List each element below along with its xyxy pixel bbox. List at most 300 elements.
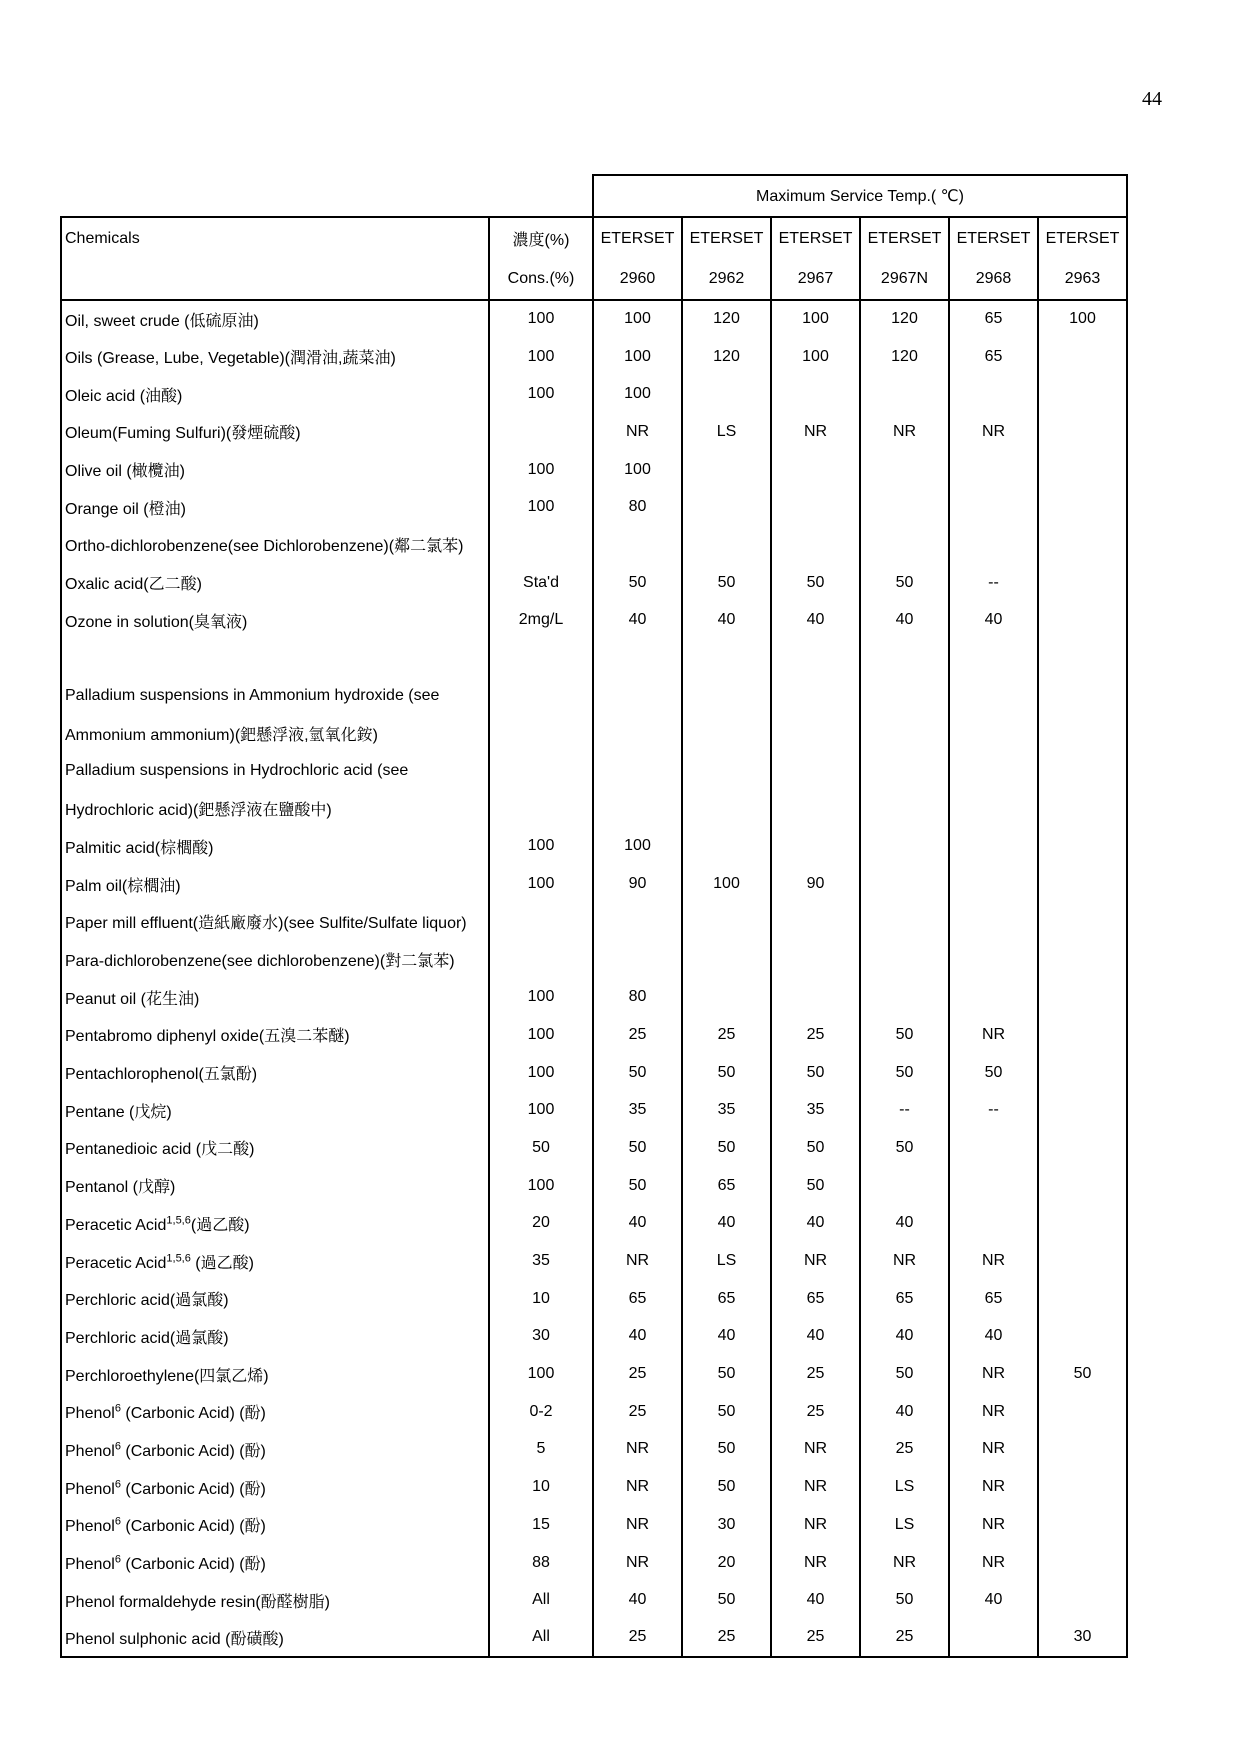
concentration-cell: All [489,1619,593,1657]
chemical-name [61,1581,489,1619]
table-row [61,903,1127,941]
concentration-cell: All [489,1581,593,1619]
chemical-name [61,790,489,828]
chemical-name-text: Phenol [65,1405,115,1423]
chemical-name [61,1619,489,1657]
temp-value-cell: NR [771,413,860,451]
temp-value-cell [949,865,1038,903]
chemical-name-text: Oxalic acid(乙二酸) [65,576,202,594]
chemical-name [61,451,489,489]
table-row [61,488,1127,526]
temp-value-cell: 65 [682,1167,771,1205]
temp-value-cell [949,526,1038,564]
concentration-cell: 2mg/L [489,602,593,640]
temp-value-cell: NR [949,1431,1038,1469]
concentration-cell [489,677,593,715]
chemical-name [61,941,489,979]
model-header: 2967N [860,259,949,300]
temp-value-cell [593,941,682,979]
temp-value-cell: 100 [593,375,682,413]
table-row [61,941,1127,979]
chemicals-header: Chemicals [61,217,489,259]
table-row [61,1581,1127,1619]
temp-value-cell: 100 [1038,300,1127,338]
chemical-name [61,828,489,866]
temp-value-cell [1038,488,1127,526]
temp-value-cell [1038,1242,1127,1280]
temp-value-cell: 30 [1038,1619,1127,1657]
concentration-cell [489,413,593,451]
footnote-ref: 6 [114,1515,121,1528]
temp-value-cell [1038,978,1127,1016]
temp-value-cell [771,941,860,979]
chemical-name [61,865,489,903]
temp-value-cell [1038,451,1127,489]
chemical-name-text: Peanut oil (花生油) [65,990,200,1008]
chemical-name-text: Phenol [65,1480,115,1498]
concentration-cell: 100 [489,1091,593,1129]
concentration-cell: 100 [489,1054,593,1092]
chemical-name-text: Pentane (戊烷) [65,1103,172,1121]
temp-value-cell [771,903,860,941]
chemical-name-text: Pentabromo diphenyl oxide(五溴二苯醚) [65,1028,350,1046]
chemical-name [61,1431,489,1469]
table-row [61,526,1127,564]
temp-value-cell: 25 [593,1393,682,1431]
temp-value-cell: 40 [771,1581,860,1619]
temp-value-cell: 50 [860,564,949,602]
temp-value-cell [593,790,682,828]
chemical-name-text: Perchloric acid(過氯酸) [65,1329,229,1347]
table-row [61,1280,1127,1318]
table-row [61,1242,1127,1280]
temp-value-cell [860,790,949,828]
concentration-cell: 0-2 [489,1393,593,1431]
temp-value-cell [1038,1318,1127,1356]
chemical-name-text: Phenol [65,1442,115,1460]
temp-value-cell: 20 [682,1544,771,1582]
table-row [61,413,1127,451]
temp-value-cell: 50 [860,1129,949,1167]
temp-value-cell: NR [949,1393,1038,1431]
table-row [61,865,1127,903]
temp-value-cell [771,677,860,715]
concentration-cell: 100 [489,1167,593,1205]
temp-value-cell: -- [949,564,1038,602]
page-number: 44 [1142,88,1162,110]
temp-value-cell: 100 [593,338,682,376]
temp-value-cell: NR [593,1431,682,1469]
temp-value-cell [949,488,1038,526]
concentration-cell: 30 [489,1318,593,1356]
table-row [61,375,1127,413]
temp-value-cell [593,677,682,715]
temp-value-cell: 80 [593,978,682,1016]
concentration-cell: 100 [489,488,593,526]
temp-value-cell [949,903,1038,941]
temp-value-cell: 50 [1038,1355,1127,1393]
temp-value-cell [682,903,771,941]
temp-value-cell: 25 [593,1619,682,1657]
temp-value-cell: 40 [771,1318,860,1356]
table-row [61,451,1127,489]
temp-value-cell: 65 [682,1280,771,1318]
temp-value-cell [949,828,1038,866]
temp-value-cell [593,715,682,753]
temp-value-cell [949,715,1038,753]
brand-header: ETERSET [1038,217,1127,259]
temp-value-cell [949,451,1038,489]
temp-value-cell: 120 [682,338,771,376]
footnote-ref: 6 [114,1553,121,1566]
temp-value-cell [593,639,682,677]
model-header: 2963 [1038,259,1127,300]
chemical-name-text: Ortho-dichlorobenzene(see Dichlorobenzene)(鄰二氯苯) [65,538,464,556]
temp-value-cell [1038,1129,1127,1167]
temp-value-cell: 50 [860,1355,949,1393]
table-row [61,639,1127,677]
temp-value-cell [682,375,771,413]
table-row [61,1091,1127,1129]
concentration-cell: 15 [489,1506,593,1544]
concentration-cell: 100 [489,978,593,1016]
temp-value-cell [1038,526,1127,564]
chemical-name-text: Ozone in solution(臭氧液) [65,613,248,631]
temp-value-cell: 65 [949,1280,1038,1318]
temp-value-cell: 50 [860,1581,949,1619]
temp-value-cell [682,978,771,1016]
temp-value-cell [949,375,1038,413]
temp-value-cell [771,488,860,526]
chemical-name-text: Paper mill effluent(造紙廠廢水)(see Sulfite/Sulfate liquor) [65,915,467,933]
chemical-name [61,564,489,602]
chemical-name-text: Palladium suspensions in Hydrochloric acid (see [65,762,409,780]
temp-value-cell [682,790,771,828]
temp-value-cell [949,790,1038,828]
table-row [61,1318,1127,1356]
temp-value-cell: 40 [949,1318,1038,1356]
temp-value-cell: 50 [860,1016,949,1054]
temp-value-cell [1038,790,1127,828]
temp-value-cell: 25 [593,1016,682,1054]
temp-value-cell: 40 [860,1318,949,1356]
temp-value-cell [1038,602,1127,640]
chemical-name-text: Ammonium ammonium)(鈀懸浮液,氫氧化銨) [65,726,378,744]
chemical-name [61,1091,489,1129]
concentration-cell: 100 [489,828,593,866]
chemical-name [61,526,489,564]
temp-value-cell: 40 [860,602,949,640]
table-row [61,790,1127,828]
temp-value-cell: 40 [860,1205,949,1243]
temp-value-cell: 50 [593,1129,682,1167]
temp-value-cell [1038,1280,1127,1318]
concentration-cell [489,903,593,941]
temp-value-cell: NR [860,1242,949,1280]
table-row [61,1506,1127,1544]
table-row [61,1431,1127,1469]
temp-value-cell [949,677,1038,715]
chemical-name-text: Pentanol (戊醇) [65,1179,176,1197]
chemical-name-text: Palladium suspensions in Ammonium hydroxide (see [65,686,440,704]
temp-value-cell: 25 [771,1393,860,1431]
chemical-name-text: Hydrochloric acid)(鈀懸浮液在鹽酸中) [65,802,332,820]
temp-value-cell [1038,338,1127,376]
concentration-cell: 35 [489,1242,593,1280]
header-row-2 [61,259,1127,300]
temp-value-cell [593,526,682,564]
concentration-cell [489,752,593,790]
chemical-name-text: Oils (Grease, Lube, Vegetable)(潤滑油,蔬菜油) [65,350,396,368]
temp-value-cell [949,1205,1038,1243]
temp-value-cell: 40 [593,1581,682,1619]
temp-value-cell: NR [593,1242,682,1280]
temp-value-cell: NR [771,1506,860,1544]
temp-value-cell: 40 [860,1393,949,1431]
temp-value-cell: 50 [682,1581,771,1619]
table-row [61,1054,1127,1092]
temp-value-cell [1038,413,1127,451]
concentration-cell [489,941,593,979]
temp-value-cell: NR [771,1431,860,1469]
chemical-name-text: Oleic acid (油酸) [65,387,183,405]
temp-value-cell: NR [771,1468,860,1506]
table-row [61,752,1127,790]
chemical-name-text: Palmitic acid(棕櫚酸) [65,839,214,857]
temp-value-cell [682,639,771,677]
chemical-name-text: Perchloroethylene(四氯乙烯) [65,1367,269,1385]
concentration-cell [489,526,593,564]
footnote-ref: 6 [114,1440,121,1453]
temp-value-cell: 50 [771,564,860,602]
temp-value-cell: 100 [593,828,682,866]
temp-value-cell [1038,375,1127,413]
chemical-name [61,1544,489,1582]
table-title-row [61,175,1127,217]
chemical-name-text: Peracetic Acid [65,1216,167,1234]
temp-value-cell [682,488,771,526]
temp-value-cell: 35 [593,1091,682,1129]
temp-value-cell: 40 [771,602,860,640]
temp-value-cell: 50 [593,1054,682,1092]
temp-value-cell [1038,1431,1127,1469]
temp-value-cell: 120 [860,338,949,376]
temp-value-cell [1038,677,1127,715]
temp-value-cell [860,488,949,526]
chemical-name-text: Pentachlorophenol(五氯酚) [65,1066,258,1084]
chemical-name [61,1318,489,1356]
chemical-name [61,338,489,376]
brand-header: ETERSET [771,217,860,259]
temp-value-cell: 50 [682,1431,771,1469]
temp-value-cell: -- [860,1091,949,1129]
temp-value-cell: 50 [771,1129,860,1167]
chemical-name [61,1242,489,1280]
concentration-cell: 100 [489,451,593,489]
chemical-name-text: Oleum(Fuming Sulfuri)(發煙硫酸) [65,425,301,443]
temp-value-cell: 120 [860,300,949,338]
temp-value-cell: 40 [593,1205,682,1243]
temp-value-cell: 50 [682,564,771,602]
table-row [61,1205,1127,1243]
chemical-name-text: Phenol formaldehyde resin(酚醛樹脂) [65,1593,330,1611]
temp-value-cell: 40 [682,1205,771,1243]
concentration-cell: 100 [489,1355,593,1393]
temp-value-cell: 40 [949,1581,1038,1619]
table-row [61,1544,1127,1582]
temp-value-cell: 50 [682,1129,771,1167]
temp-value-cell [860,752,949,790]
chemical-resistance-table [60,174,1128,1658]
table-row [61,1167,1127,1205]
table-row [61,1393,1127,1431]
temp-value-cell [949,639,1038,677]
temp-value-cell [860,1167,949,1205]
concentration-cell [489,639,593,677]
temp-value-cell: 25 [860,1431,949,1469]
temp-value-cell [1038,715,1127,753]
chemical-name-text: Olive oil (橄欖油) [65,463,186,481]
temp-value-cell [949,978,1038,1016]
temp-value-cell [1038,828,1127,866]
chemical-name [61,1506,489,1544]
temp-value-cell: 50 [682,1054,771,1092]
chemical-name [61,488,489,526]
temp-value-cell [1038,752,1127,790]
temp-value-cell [860,677,949,715]
temp-value-cell: 65 [949,300,1038,338]
temp-value-cell [860,903,949,941]
temp-value-cell [1038,865,1127,903]
temp-value-cell: NR [949,413,1038,451]
chemical-name-text: Orange oil (橙油) [65,500,186,518]
temp-value-cell [949,1167,1038,1205]
model-header: 2967 [771,259,860,300]
chemical-name-text: Perchloric acid(過氯酸) [65,1292,229,1310]
chemical-name-text: Palm oil(棕櫚油) [65,877,181,895]
temp-value-cell [1038,639,1127,677]
temp-value-cell: NR [949,1468,1038,1506]
temp-value-cell: 35 [771,1091,860,1129]
temp-value-cell [949,941,1038,979]
temp-value-cell: 25 [860,1619,949,1657]
temp-value-cell [682,526,771,564]
temp-value-cell [593,752,682,790]
temp-value-cell: 40 [949,602,1038,640]
temp-value-cell [1038,1054,1127,1092]
chemical-name [61,1016,489,1054]
temp-value-cell: NR [949,1242,1038,1280]
temp-value-cell: 65 [949,338,1038,376]
chemical-name [61,413,489,451]
temp-value-cell [1038,1581,1127,1619]
temp-value-cell: 100 [593,300,682,338]
temp-value-cell: LS [860,1506,949,1544]
chemical-name-text: Phenol [65,1518,115,1536]
table-row [61,828,1127,866]
table-row [61,1129,1127,1167]
chemical-name-suffix: (Carbonic Acid) (酚) [120,1405,266,1423]
temp-value-cell: 50 [593,1167,682,1205]
temp-value-cell [1038,1544,1127,1582]
concentration-cell: 20 [489,1205,593,1243]
chemical-name [61,903,489,941]
table-row [61,338,1127,376]
chemical-name-text: Para-dichlorobenzene(see dichlorobenzene)(對二氯苯) [65,953,455,971]
temp-value-cell: 50 [682,1355,771,1393]
temp-value-cell: 40 [771,1205,860,1243]
temp-value-cell [771,526,860,564]
chemical-name-text: Pentanedioic acid (戊二酸) [65,1141,255,1159]
temp-value-cell [1038,903,1127,941]
temp-value-cell [771,978,860,1016]
temp-value-cell: 40 [593,602,682,640]
chemical-name-suffix: (Carbonic Acid) (酚) [120,1518,266,1536]
chemical-name [61,715,489,753]
temp-value-cell [1038,1205,1127,1243]
concentration-cell: 50 [489,1129,593,1167]
temp-value-cell: 25 [771,1355,860,1393]
temp-value-cell: 40 [682,602,771,640]
temp-value-cell [1038,1468,1127,1506]
chemical-name [61,1355,489,1393]
temp-value-cell: 50 [771,1167,860,1205]
table-row [61,1619,1127,1657]
temp-value-cell [593,903,682,941]
concentration-cell [489,715,593,753]
table-row [61,300,1127,338]
brand-header: ETERSET [949,217,1038,259]
temp-value-cell [860,526,949,564]
model-header: 2962 [682,259,771,300]
temp-value-cell: 100 [771,338,860,376]
model-header: 2968 [949,259,1038,300]
temp-value-cell: NR [771,1242,860,1280]
temp-value-cell [860,639,949,677]
temp-value-cell: 50 [860,1054,949,1092]
footnote-ref: 1,5,6 [166,1214,191,1227]
chemical-name [61,978,489,1016]
brand-header: ETERSET [593,217,682,259]
concentration-cell: 100 [489,338,593,376]
temp-value-cell [771,790,860,828]
temp-value-cell: -- [949,1091,1038,1129]
temp-value-cell: 50 [771,1054,860,1092]
chemical-name-suffix: (Carbonic Acid) (酚) [120,1442,266,1460]
temp-value-cell: NR [949,1016,1038,1054]
temp-value-cell [771,375,860,413]
temp-value-cell: 25 [682,1016,771,1054]
concentration-cell: 88 [489,1544,593,1582]
temp-value-cell: 25 [682,1619,771,1657]
temp-value-cell [771,715,860,753]
temp-value-cell [1038,1167,1127,1205]
temp-value-cell: NR [949,1355,1038,1393]
temp-value-cell: 40 [682,1318,771,1356]
temp-value-cell: NR [860,1544,949,1582]
temp-value-cell [1038,1393,1127,1431]
concentration-cell: 100 [489,375,593,413]
concentration-cell: Sta'd [489,564,593,602]
chemical-name-suffix: (Carbonic Acid) (酚) [120,1556,266,1574]
chemical-name [61,677,489,715]
table-row [61,677,1127,715]
chemical-name [61,752,489,790]
temp-value-cell: LS [682,413,771,451]
chemical-name-suffix: (過乙酸) [190,1254,254,1272]
chemical-name [61,375,489,413]
temp-value-cell [860,828,949,866]
